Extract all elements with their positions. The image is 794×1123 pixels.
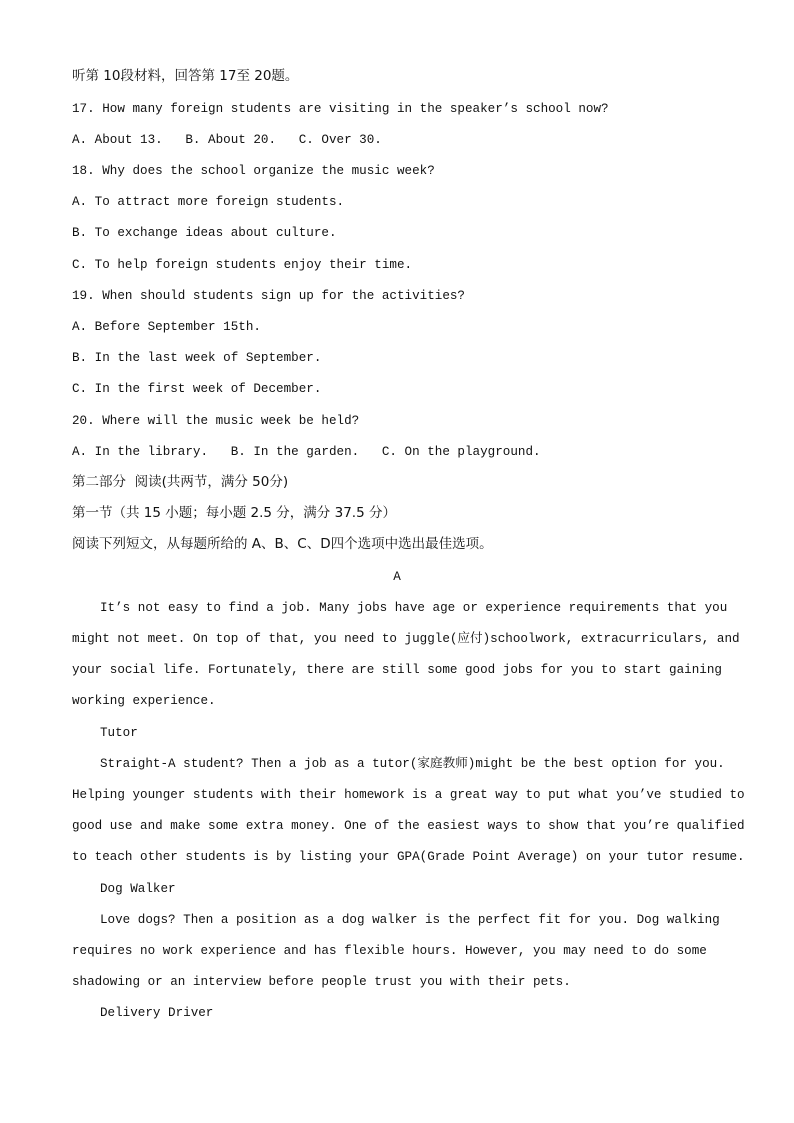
tutor-paragraph-line: Straight-A student? Then a job as a tutor(家庭教师)might be the best option for you.	[100, 757, 725, 771]
dog-walker-paragraph-line: requires no work experience and has flexible hours. However, you may need to do some	[72, 944, 707, 958]
question-19-stem: 19. When should students sign up for the activities?	[72, 289, 465, 303]
passage-label: A	[393, 570, 401, 584]
question-19-option-a: A. Before September 15th.	[72, 320, 261, 334]
question-17-options: A. About 13. B. About 20. C. Over 30.	[72, 133, 382, 147]
tutor-paragraph-line: good use and make some extra money. One of the easiest ways to show that you’re qualified	[72, 819, 745, 833]
tutor-paragraph-line: to teach other students is by listing your GPA(Grade Point Average) on your tutor resume.	[72, 850, 745, 864]
passage-intro-line: might not meet. On top of that, you need to juggle(应付)schoolwork, extracurriculars, and	[72, 632, 740, 646]
dog-walker-paragraph-line: shadowing or an interview before people trust you with their pets.	[72, 975, 571, 989]
dog-walker-heading: Dog Walker	[100, 882, 176, 896]
reading-instruction: 阅读下列短文，从每题所给的 A、B、C、D四个选项中选出最佳选项。	[72, 536, 493, 552]
question-18-option-b: B. To exchange ideas about culture.	[72, 226, 337, 240]
passage-intro-line: It’s not easy to find a job. Many jobs have age or experience requirements that you	[100, 601, 728, 615]
tutor-heading: Tutor	[100, 726, 138, 740]
question-18-option-c: C. To help foreign students enjoy their time.	[72, 258, 413, 272]
reading-part-title: 第二部分 阅读(共两节，满分 50分)	[72, 474, 289, 490]
question-19-option-c: C. In the first week of December.	[72, 382, 322, 396]
passage-intro-line: working experience.	[72, 694, 216, 708]
dog-walker-paragraph-line: Love dogs? Then a position as a dog walker is the perfect fit for you. Dog walking	[100, 913, 720, 927]
question-20-stem: 20. Where will the music week be held?	[72, 414, 360, 428]
reading-section-title: 第一节（共 15 小题；每小题 2.5 分，满分 37.5 分）	[72, 505, 396, 521]
question-18-option-a: A. To attract more foreign students.	[72, 195, 345, 209]
question-18-stem: 18. Why does the school organize the music week?	[72, 164, 435, 178]
question-20-options: A. In the library. B. In the garden. C. On the playground.	[72, 445, 541, 459]
listening-instruction: 听第 10段材料，回答第 17至 20题。	[72, 68, 299, 84]
question-17-stem: 17. How many foreign students are visiting in the speaker’s school now?	[72, 102, 609, 116]
delivery-driver-heading: Delivery Driver	[100, 1006, 214, 1020]
tutor-paragraph-line: Helping younger students with their homework is a great way to put what you’ve studied to	[72, 788, 745, 802]
passage-intro-line: your social life. Fortunately, there are still some good jobs for you to start gaining	[72, 663, 722, 677]
question-19-option-b: B. In the last week of September.	[72, 351, 322, 365]
